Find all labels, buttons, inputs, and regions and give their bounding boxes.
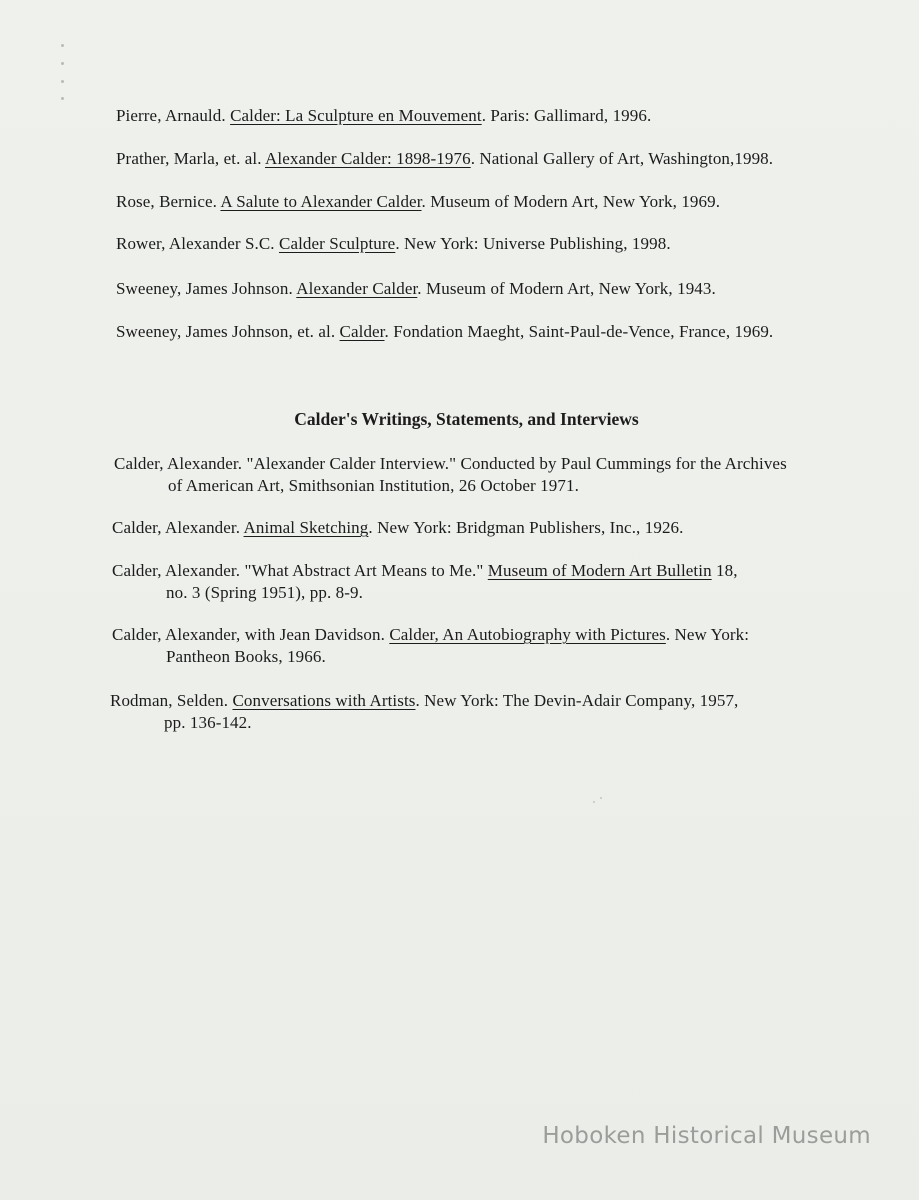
entry-author: Rower, Alexander S.C. bbox=[116, 234, 279, 253]
entry-author: Sweeney, James Johnson. bbox=[116, 279, 297, 298]
bibliography-entry bbox=[116, 105, 651, 127]
entry-publication: 18, bbox=[711, 561, 738, 580]
entry-title: Alexander Calder bbox=[296, 279, 418, 298]
entry-publication: . New York: Universe Publishing, 1998. bbox=[395, 234, 671, 253]
entry-publication: . New York: bbox=[665, 625, 750, 644]
margin-mark bbox=[61, 44, 64, 47]
entry-publication: . Museum of Modern Art, New York, 1943. bbox=[417, 279, 716, 298]
bibliography-entry bbox=[116, 148, 773, 170]
writing-entry bbox=[114, 453, 787, 497]
paper-speck bbox=[593, 801, 595, 803]
entry-publication: . Paris: Gallimard, 1996. bbox=[481, 106, 652, 125]
bibliography-entry bbox=[116, 233, 671, 255]
entry-author: Calder, Alexander. bbox=[112, 518, 244, 537]
entry-title: Calder: La Sculpture en Mouvement bbox=[230, 106, 482, 125]
entry-author: Rose, Bernice. bbox=[116, 192, 221, 211]
bibliography-entry bbox=[116, 321, 773, 343]
entry-title: Museum of Modern Art Bulletin bbox=[487, 561, 712, 580]
entry-publication: . National Gallery of Art, Washington,1998. bbox=[470, 149, 774, 168]
bibliography-entry bbox=[116, 278, 716, 300]
entry-title: Calder bbox=[339, 322, 385, 341]
entry-citation-continued: of American Art, Smithsonian Institution, 26 October 1971. bbox=[168, 476, 579, 495]
entry-title: Alexander Calder: 1898-1976 bbox=[265, 149, 471, 168]
section-heading: Calder's Writings, Statements, and Interviews bbox=[294, 409, 639, 429]
writing-entry bbox=[112, 517, 684, 539]
entry-author: Pierre, Arnauld. bbox=[116, 106, 231, 125]
entry-title: Calder, An Autobiography with Pictures bbox=[389, 625, 666, 644]
entry-author: Prather, Marla, et. al. bbox=[116, 149, 265, 168]
writing-entry bbox=[112, 560, 738, 604]
entry-title: Animal Sketching bbox=[243, 518, 369, 537]
entry-citation-continued: no. 3 (Spring 1951), pp. 8-9. bbox=[166, 583, 363, 602]
bibliography-entry bbox=[116, 191, 720, 213]
entry-publication: . Fondation Maeght, Saint-Paul-de-Vence, France, 1969. bbox=[384, 322, 774, 341]
entry-publication: . New York: Bridgman Publishers, Inc., 1926. bbox=[368, 518, 684, 537]
entry-title: Calder Sculpture bbox=[279, 234, 396, 253]
watermark: Hoboken Historical Museum bbox=[542, 1123, 871, 1149]
margin-mark bbox=[61, 62, 64, 65]
entry-publication: . Museum of Modern Art, New York, 1969. bbox=[421, 192, 721, 211]
paper-speck bbox=[600, 797, 602, 799]
entry-author: Calder, Alexander, with Jean Davidson. bbox=[112, 625, 390, 644]
entry-author: Rodman, Selden. bbox=[110, 691, 233, 710]
writing-entry bbox=[112, 624, 749, 668]
entry-title: Conversations with Artists bbox=[232, 691, 416, 710]
entry-citation: Calder, Alexander. "Alexander Calder Interview." Conducted by Paul Cummings for the Archives bbox=[114, 454, 787, 473]
margin-mark bbox=[61, 80, 64, 83]
entry-author: Calder, Alexander. "What Abstract Art Means to Me." bbox=[112, 561, 488, 580]
entry-author: Sweeney, James Johnson, et. al. bbox=[116, 322, 340, 341]
entry-citation-continued: pp. 136-142. bbox=[164, 713, 252, 732]
entry-publication: . New York: The Devin-Adair Company, 1957, bbox=[415, 691, 739, 710]
writing-entry bbox=[110, 690, 738, 734]
entry-citation-continued: Pantheon Books, 1966. bbox=[166, 647, 326, 666]
entry-title: A Salute to Alexander Calder bbox=[220, 192, 422, 211]
margin-mark bbox=[61, 97, 64, 100]
